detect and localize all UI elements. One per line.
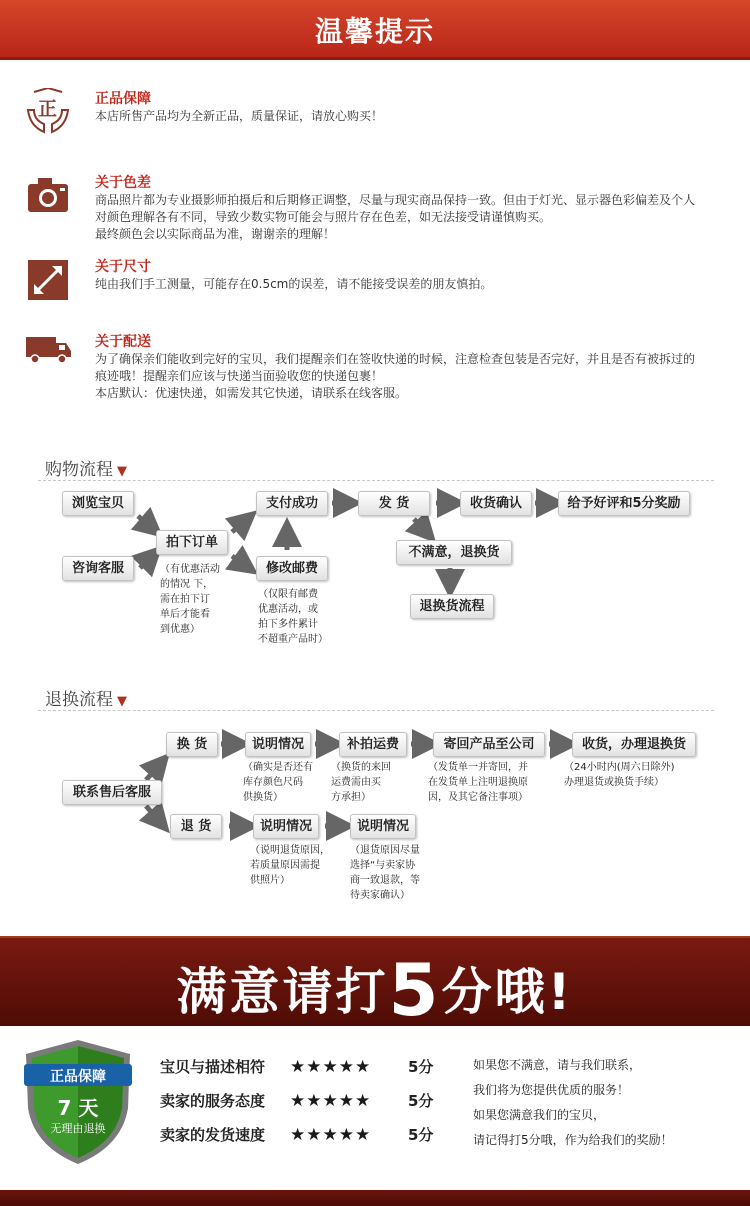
delivery-truck-icon (24, 331, 72, 379)
flow-review: 给予好评和5分奖励 (558, 491, 690, 516)
star-rating-icon: ★★★★★ (290, 1125, 372, 1145)
tip-text (95, 351, 745, 402)
explain1-note (243, 760, 313, 805)
note-line: 供换货） (243, 792, 283, 803)
returns-flow-title (45, 685, 127, 710)
flow-exchange: 换 货 (166, 732, 218, 757)
note-line: 若质量原因需提 (250, 860, 320, 871)
flow-explain-2: 说明情况 (253, 814, 319, 839)
flow-ship: 发 货 (358, 491, 430, 516)
guarantee-shield-badge (18, 1036, 138, 1168)
five-star-banner (0, 936, 750, 1032)
note-line: （发货单一并寄回，并 (428, 762, 528, 773)
triangle-down-icon: ▼ (117, 464, 127, 479)
note-line: （说明退货原因， (250, 845, 330, 856)
genuine-hands-icon (24, 88, 72, 136)
rating-label: 卖家的发货速度 (160, 1126, 266, 1144)
postage-note (331, 760, 391, 805)
divider (38, 710, 714, 711)
tip-line: 为了确保亲们能收到完好的宝贝，我们提醒亲们在签收快递的时候，注意检查包装是否完好，并且是否有被拆过的 (95, 352, 696, 366)
message-line: 我们将为您提供优质的服务！ (473, 1083, 630, 1097)
rating-row (160, 1124, 433, 1145)
note-line: 选择“与卖家协 (350, 860, 416, 871)
banner-text-after: 分哦! (441, 963, 574, 1021)
explain2-note (250, 843, 330, 888)
rating-row (160, 1090, 433, 1111)
page-title: 温馨提示 (314, 15, 435, 48)
triangle-down-icon: ▼ (117, 694, 127, 709)
rating-score: 5分 (408, 1126, 434, 1144)
footer-bar (0, 1190, 750, 1206)
rating-label: 卖家的服务态度 (160, 1092, 266, 1110)
message-line: 请记得打5分哦，作为给我们的奖励！ (473, 1133, 673, 1147)
note-line: 方承担） (331, 792, 371, 803)
note-line: （有优惠活动 (160, 564, 220, 575)
flow-order: 拍下订单 (156, 530, 228, 555)
flow-paid: 支付成功 (256, 491, 328, 516)
badge-days: 7 天 (57, 1096, 99, 1120)
flow-postage: 补拍运费 (339, 732, 407, 757)
banner-text (0, 948, 750, 1032)
tip-text (95, 108, 745, 125)
header-bar (0, 0, 750, 60)
flow-browse: 浏览宝贝 (62, 491, 134, 516)
note-line: 供照片） (250, 875, 290, 886)
note-line: （24小时内(周六日除外) (564, 762, 675, 773)
section-title-text: 购物流程 (45, 460, 113, 480)
flow-contact-service: 联系售后客服 (62, 780, 162, 805)
note-line: 优惠活动，或 (258, 604, 318, 615)
rating-label: 宝贝与描述相符 (160, 1058, 266, 1076)
tip-line: 痕迹哦！提醒亲们应该与快递当面验收您的快递包裹！ (95, 369, 384, 383)
flow-consult: 咨询客服 (62, 556, 134, 581)
note-line: 运费需由买 (331, 777, 381, 788)
note-line: （换货的来回 (331, 762, 391, 773)
note-line: 因，及其它备注事项） (428, 792, 528, 803)
flow-explain-1: 说明情况 (245, 732, 311, 757)
camera-icon (24, 172, 72, 220)
shopping-flow-title (45, 455, 127, 480)
star-rating-icon: ★★★★★ (290, 1057, 372, 1077)
flow-return-process: 退换货流程 (410, 594, 494, 619)
tip-title: 关于色差 (95, 175, 151, 191)
tip-line: 本店默认：优速快递，如需发其它快递，请联系在线客服。 (95, 386, 408, 400)
message-line: 如果您不满意，请与我们联系， (473, 1058, 642, 1072)
flow-explain-3: 说明情况 (350, 814, 416, 839)
banner-text-before: 满意请打 (176, 963, 389, 1021)
resize-arrow-icon (24, 256, 72, 304)
message-line: 如果您满意我们的宝贝， (473, 1108, 606, 1122)
note-line: 待卖家确认） (350, 890, 410, 901)
banner-number: 5 (388, 948, 442, 1032)
note-line: 需在拍下订 (160, 594, 210, 605)
tip-line: 最终颜色会以实际商品为准，谢谢亲的理解！ (95, 227, 336, 241)
modify-note (258, 587, 328, 647)
tip-line: 本店所售产品均为全新正品，质量保证，请放心购买！ (95, 109, 384, 123)
star-rating-icon: ★★★★★ (290, 1091, 372, 1111)
tip-line: 商品照片都为专业摄影师拍摄后和后期修正调整，尽量与现实商品保持一致。但由于灯光、显示器色彩偏差及个人 (95, 193, 696, 207)
receive-note (564, 760, 675, 790)
flow-modify: 修改邮费 (256, 556, 328, 581)
explain3-note (350, 843, 420, 903)
note-line: 单后才能看 (160, 609, 210, 620)
flow-send-back: 寄回产品至公司 (433, 732, 545, 757)
flow-refund: 退 货 (170, 814, 222, 839)
note-line: （确实是否还有 (243, 762, 313, 773)
note-line: 到优惠） (160, 624, 200, 635)
tip-line: 对颜色理解各有不同，导致少数实物可能会与照片存在色差，如无法接受请谨慎购买。 (95, 210, 552, 224)
flow-unsatisfied: 不满意，退换货 (396, 540, 512, 565)
flow-confirm: 收货确认 (460, 491, 532, 516)
tip-line: 纯由我们手工测量，可能存在0.5cm的误差，请不能接受误差的朋友慎拍。 (95, 277, 493, 291)
order-note (160, 562, 220, 637)
note-line: 在发货单上注明退换原 (428, 777, 528, 788)
genuine-char: 正 (38, 98, 58, 120)
tip-title: 正品保障 (95, 91, 151, 107)
note-line: 拍下多件累计 (258, 619, 318, 630)
note-line: 的情况 下， (160, 579, 214, 590)
divider (38, 480, 714, 481)
note-line: （退货原因尽量 (350, 845, 420, 856)
rating-score: 5分 (408, 1058, 434, 1076)
note-line: 办理退货或换货手续） (564, 777, 664, 788)
section-title-text: 退换流程 (45, 690, 113, 710)
sendback-note (428, 760, 528, 805)
note-line: 不超重产品时） (258, 634, 328, 645)
tip-text (95, 192, 745, 243)
rating-row (160, 1056, 433, 1077)
note-line: 商一致退款，等 (350, 875, 420, 886)
tip-title: 关于配送 (95, 334, 151, 350)
note-line: 库存颜色尺码 (243, 777, 303, 788)
badge-sub-text: 无理由退换 (50, 1122, 106, 1135)
tip-title: 关于尺寸 (95, 259, 151, 275)
tip-text (95, 276, 745, 293)
rating-score: 5分 (408, 1092, 434, 1110)
note-line: （仅限有邮费 (258, 589, 318, 600)
flow-receive: 收货，办理退换货 (572, 732, 696, 757)
badge-top-text: 正品保障 (50, 1069, 106, 1085)
